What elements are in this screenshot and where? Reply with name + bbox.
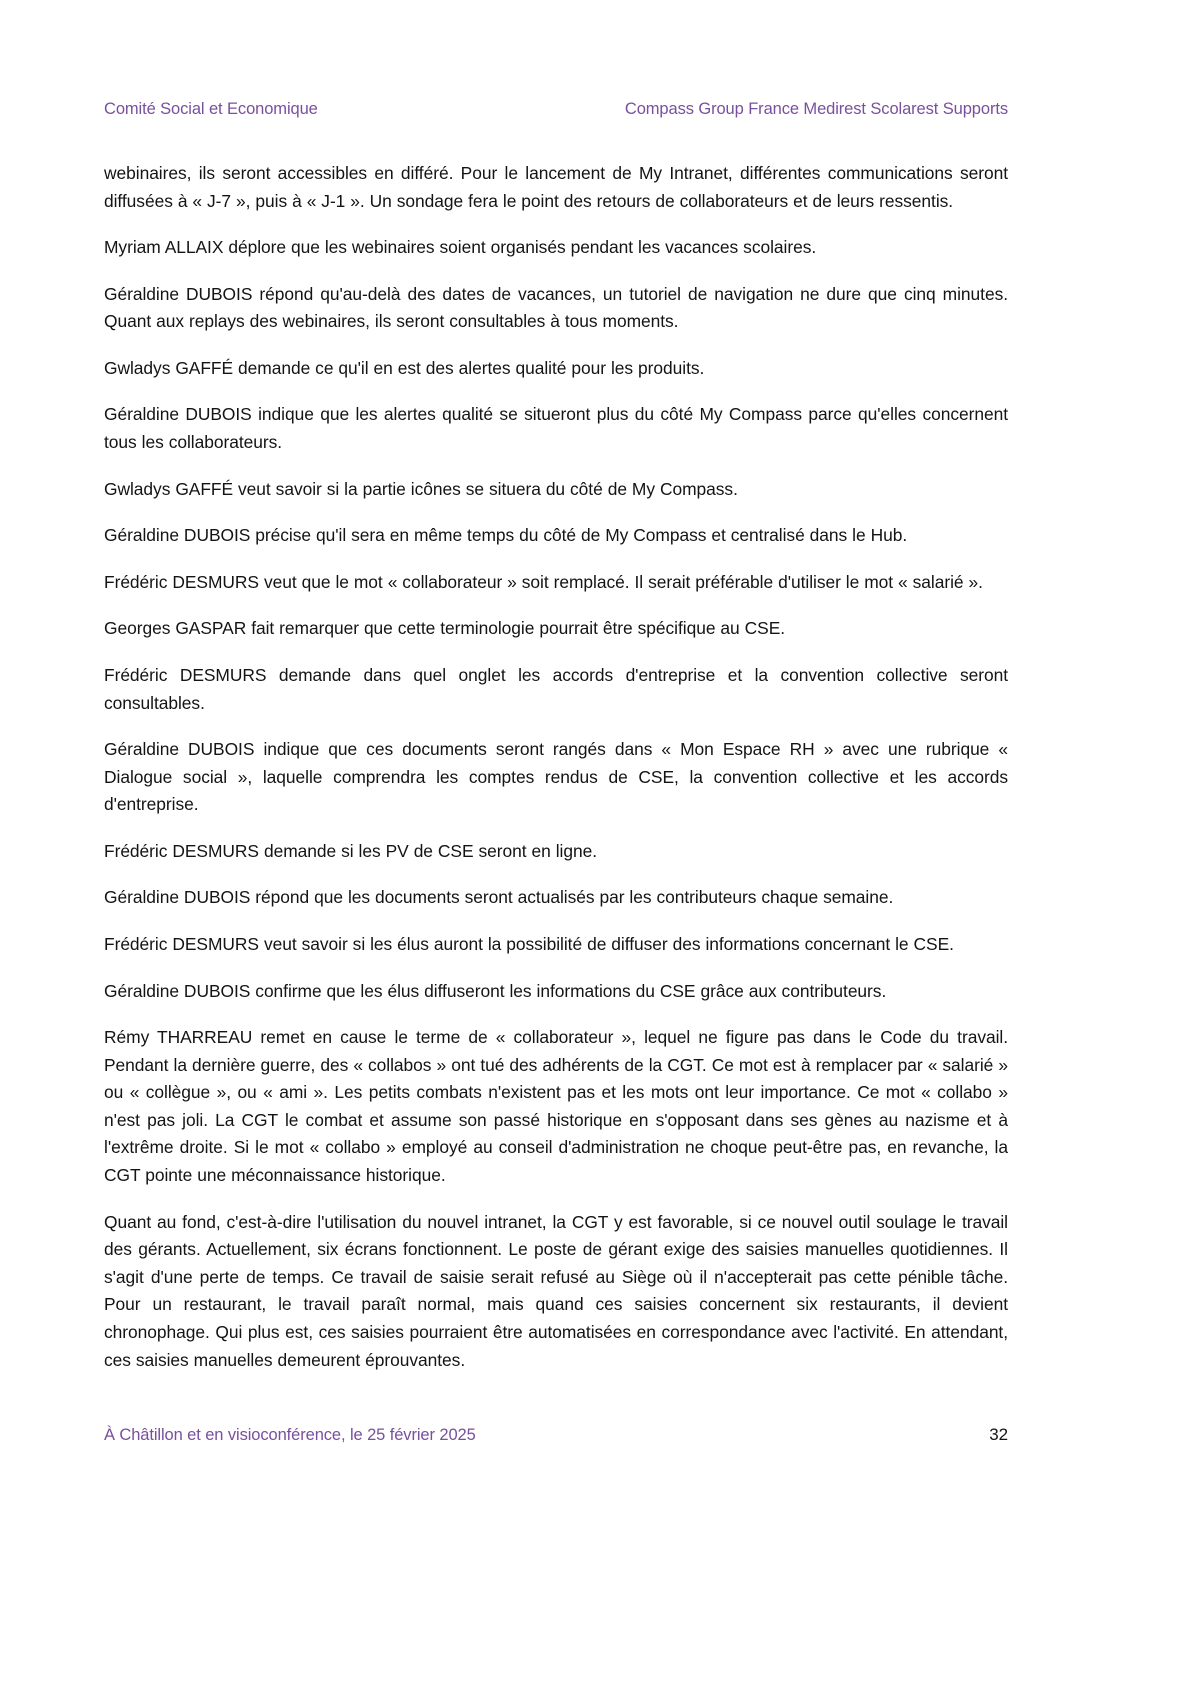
paragraph: Georges GASPAR fait remarquer que cette terminologie pourrait être spécifique au CSE. — [104, 618, 786, 639]
paragraph: Géraldine DUBOIS répond que les documents seront actualisés par les contributeurs chaque semaine. — [104, 887, 894, 908]
page-header — [104, 100, 1008, 119]
footer-location-date: À Châtillon et en visioconférence, le 25 février 2025 — [104, 1426, 476, 1444]
header-right-title: Compass Group France Medirest Scolarest Supports — [624, 100, 1008, 118]
paragraph: Frédéric DESMURS veut savoir si les élus auront la possibilité de diffuser des informations concernant le CSE. — [104, 933, 954, 954]
paragraph: Géraldine DUBOIS indique que ces documents seront rangés dans « Mon Espace RH » avec une rubrique « Dialogue social », laquelle comprendra les comptes rendus de CSE, la convention collective et les accords d'entreprise. — [104, 739, 1008, 815]
page-content-area — [104, 0, 1008, 1698]
paragraph: Gwladys GAFFÉ demande ce qu'il en est des alertes qualité pour les produits. — [104, 357, 705, 378]
paragraph: Frédéric DESMURS demande dans quel onglet les accords d'entreprise et la convention collective seront consultables. — [104, 664, 1008, 713]
paragraph: Rémy THARREAU remet en cause le terme de « collaborateur », lequel ne figure pas dans le Code du travail. Pendant la dernière guerre, des « collabos » ont tué des adhérents de la CGT. Ce mot est à remplacer par « salarié » ou « collègue », ou « ami ». Les petits combats n'existent pas et les mots ont leur importance. Ce mot « collabo » n'est pas joli. La CGT le combat et assume son passé historique en s'opposant dans ses gènes au nazisme et à l'extrême droite. Si le mot « collabo » employé au conseil d'administration ne choque peut-être pas, en revanche, la CGT pointe une méconnaissance historique. — [104, 1027, 1008, 1186]
page-footer — [104, 1425, 1008, 1445]
paragraph: Gwladys GAFFÉ veut savoir si la partie icônes se situera du côté de My Compass. — [104, 478, 738, 499]
paragraph: Géraldine DUBOIS précise qu'il sera en même temps du côté de My Compass et centralisé dans le Hub. — [104, 525, 908, 546]
paragraph: Frédéric DESMURS demande si les PV de CSE seront en ligne. — [104, 840, 598, 861]
header-left-title: Comité Social et Economique — [104, 100, 318, 118]
document-body — [104, 160, 1008, 1374]
paragraph: Myriam ALLAIX déplore que les webinaires soient organisés pendant les vacances scolaires. — [104, 237, 817, 258]
paragraph: Géraldine DUBOIS confirme que les élus diffuseront les informations du CSE grâce aux contributeurs. — [104, 980, 887, 1001]
paragraph: Frédéric DESMURS veut que le mot « collaborateur » soit remplacé. Il serait préférable d'utiliser le mot « salarié ». — [104, 571, 983, 592]
paragraph: Quant au fond, c'est-à-dire l'utilisation du nouvel intranet, la CGT y est favorable, si ce nouvel outil soulage le travail des gérants. Actuellement, six écrans fonctionnent. Le poste de gérant exige des saisies manuelles quotidiennes. Il s'agit d'une perte de temps. Ce travail de saisie serait refusé au Siège où il n'accepterait pas cette pénible tâche. Pour un restaurant, le travail paraît normal, mais quand ces saisies concernent six restaurants, il devient chronophage. Qui plus est, ces saisies pourraient être automatisées en correspondance avec l'activité. En attendant, ces saisies manuelles demeurent éprouvantes. — [104, 1211, 1008, 1370]
paragraph: webinaires, ils seront accessibles en différé. Pour le lancement de My Intranet, différentes communications seront diffusées à « J-7 », puis à « J-1 ». Un sondage fera le point des retours de collaborateurs et de leurs ressentis. — [104, 163, 1008, 211]
page-number: 32 — [989, 1425, 1008, 1444]
paragraph: Géraldine DUBOIS indique que les alertes qualité se situeront plus du côté My Compass parce qu'elles concernent tous les collaborateurs. — [104, 404, 1008, 453]
paragraph: Géraldine DUBOIS répond qu'au-delà des dates de vacances, un tutoriel de navigation ne dure que cinq minutes. Quant aux replays des webinaires, ils seront consultables à tous moments. — [104, 283, 1008, 332]
